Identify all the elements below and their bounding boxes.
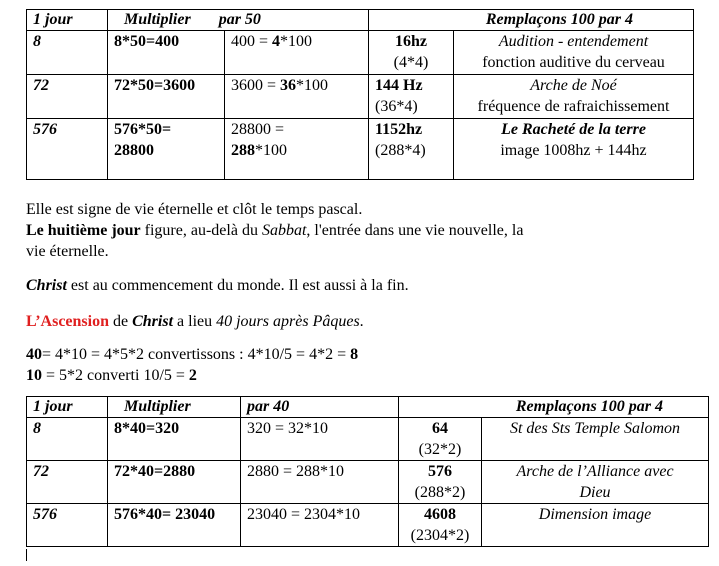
num-cell xyxy=(399,461,482,504)
num-sub: (32*2) xyxy=(418,441,462,458)
num-value: 576 xyxy=(428,463,452,480)
calc-line-1: 28800 = xyxy=(231,121,285,138)
paragraph-4 xyxy=(26,311,364,332)
desc-cell xyxy=(454,75,694,119)
num-sub: (2304*2) xyxy=(410,527,470,544)
calc-cell xyxy=(225,75,369,119)
paragraph-5 xyxy=(26,344,358,365)
p2-text-a: figure, au-delà du xyxy=(140,222,262,239)
day-cell: 72 xyxy=(27,461,108,504)
p3-bold-italic: Christ xyxy=(26,277,67,294)
table-row xyxy=(27,119,694,180)
hz-sub: (4*4) xyxy=(393,54,429,71)
num-sub: (288*2) xyxy=(414,484,466,501)
p4-end: . xyxy=(359,313,364,330)
desc-line-1: Arche de Noé xyxy=(530,77,617,94)
table-row xyxy=(27,75,694,119)
desc-cell xyxy=(454,31,694,75)
day-cell: 8 xyxy=(27,418,108,461)
hz-value: 1152hz xyxy=(375,121,423,138)
multiplier-cell: 8*50=400 xyxy=(108,31,225,75)
p2-bold: Le huitième jour xyxy=(26,222,141,239)
table-par-40 xyxy=(26,396,709,547)
desc-line-1: Audition - entendement xyxy=(498,33,649,50)
calc-cell xyxy=(225,31,369,75)
day-cell: 72 xyxy=(27,75,108,119)
p4-text-b: a lieu xyxy=(173,313,217,330)
desc-line-2: fréquence de rafraichissement xyxy=(477,98,670,115)
p3-text: est au commencement du monde. Il est aussi à la fin. xyxy=(66,277,409,294)
p6-bold-2: 2 xyxy=(188,367,197,384)
multiplier-cell: 8*40=320 xyxy=(108,418,241,461)
table-row xyxy=(27,31,694,75)
paragraph-6 xyxy=(26,365,197,386)
desc-cell xyxy=(482,418,709,461)
desc-line-1: Arche de l’Alliance avec xyxy=(516,463,674,480)
calc-post: *100 xyxy=(255,142,287,159)
hz-sub: (36*4) xyxy=(375,98,418,115)
calc-pre: 3600 = xyxy=(231,77,281,94)
multiplier-cell: 576*40= 23040 xyxy=(108,504,241,547)
paragraph-2 xyxy=(26,220,523,241)
table-row xyxy=(27,418,709,461)
header-par-label: par 50 xyxy=(218,11,261,28)
calc-bold: 4 xyxy=(272,33,281,50)
header-remplacons: Remplaçons 100 par 4 xyxy=(369,10,694,31)
calc-bold: 36 xyxy=(280,77,297,94)
paragraph-3 xyxy=(26,275,409,296)
p2-text-b: , l'entrée dans une vie nouvelle, la xyxy=(306,222,524,239)
table-header-row xyxy=(27,397,709,418)
num-cell xyxy=(399,504,482,547)
desc-line-1: Le Racheté de la terre xyxy=(501,121,646,138)
table-header-row xyxy=(27,10,694,31)
p6-text: = 5*2 converti 10/5 = xyxy=(42,367,189,384)
calc-pre: 400 = xyxy=(231,33,273,50)
p5-bold-2: 8 xyxy=(350,346,359,363)
hz-cell xyxy=(369,75,454,119)
calc-cell: 320 = 32*10 xyxy=(241,418,399,461)
p4-bold-italic: Christ xyxy=(132,313,174,330)
table-par-50 xyxy=(26,9,694,180)
num-value: 64 xyxy=(432,420,448,437)
multiplier-cell: 72*50=3600 xyxy=(108,75,225,119)
calc-cell: 2880 = 288*10 xyxy=(241,461,399,504)
header-par: par 40 xyxy=(241,397,399,418)
p5-bold-1: 40 xyxy=(26,346,42,363)
hz-value: 16hz xyxy=(395,33,427,50)
header-multiplier: Multiplier xyxy=(108,397,241,418)
day-cell: 576 xyxy=(27,119,108,180)
ascension-label: L’Ascension xyxy=(26,313,109,330)
header-day: 1 jour xyxy=(27,10,108,31)
num-cell xyxy=(399,418,482,461)
multiplier-line-1: 576*50= xyxy=(114,121,172,138)
multiplier-cell: 72*40=2880 xyxy=(108,461,241,504)
p6-bold-1: 10 xyxy=(26,367,42,384)
p5-text: = 4*10 = 4*5*2 convertissons : 4*10/5 = 4*2 = xyxy=(42,346,351,363)
desc-line-1: St des Sts Temple Salomon xyxy=(509,420,681,437)
calc-post: *100 xyxy=(296,77,329,94)
calc-post: *100 xyxy=(280,33,313,50)
hz-sub: (288*4) xyxy=(375,142,426,159)
desc-line-2: fonction auditive du cerveau xyxy=(482,54,665,71)
cursor-line xyxy=(26,549,27,561)
hz-cell xyxy=(369,31,454,75)
hz-cell xyxy=(369,119,454,180)
p4-text-a: de xyxy=(108,313,133,330)
header-multiplier-label: Multiplier xyxy=(124,11,191,28)
desc-line-1: Dimension image xyxy=(538,506,652,523)
multiplier-line-2: 28800 xyxy=(114,142,154,159)
hz-value: 144 Hz xyxy=(375,77,423,94)
header-multiplier xyxy=(108,10,369,31)
day-cell: 576 xyxy=(27,504,108,547)
paragraph-2-line-2: vie éternelle. xyxy=(26,243,109,260)
multiplier-cell xyxy=(108,119,225,180)
calc-cell xyxy=(225,119,369,180)
paragraph-1: Elle est signe de vie éternelle et clôt le temps pascal. xyxy=(26,201,363,218)
table-row xyxy=(27,504,709,547)
table-row xyxy=(27,461,709,504)
calc-cell: 23040 = 2304*10 xyxy=(241,504,399,547)
header-remplacons: Remplaçons 100 par 4 xyxy=(399,397,709,418)
desc-cell xyxy=(482,504,709,547)
desc-line-2: Dieu xyxy=(579,484,611,501)
calc-bold: 288 xyxy=(231,142,255,159)
day-cell: 8 xyxy=(27,31,108,75)
p4-italic: 40 jours après Pâques xyxy=(216,313,360,330)
p2-italic: Sabbat xyxy=(261,222,307,239)
desc-line-2: image 1008hz + 144hz xyxy=(500,142,647,159)
desc-cell xyxy=(454,119,694,180)
header-day: 1 jour xyxy=(27,397,108,418)
num-value: 4608 xyxy=(424,506,456,523)
desc-cell xyxy=(482,461,709,504)
